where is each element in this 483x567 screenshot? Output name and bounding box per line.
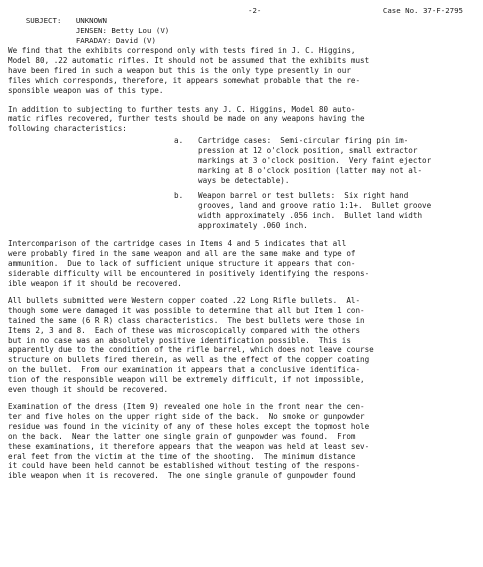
paragraph-findings: We find that the exhibits correspond only with tests fired in J. C. Higgins, Model 80, .22 automatic rifles. It should not be assumed that the exhibits must have been fired in such a weapon but this is the only type presently in our files which corresponds, therefore, it appears somewhat probable that the re- sponsible weapon was of this type. bbox=[8, 46, 370, 95]
paragraph-cartridge-cases: Intercomparison of the cartridge cases in Items 4 and 5 indicates that all were probably fired in the same weapon and all are the same make and type of ammunition. Due to lack of sufficient unique structure it appears that con- siderable difficulty will be encountered in positively identifying the respons- ible weapon if it should be recovered. bbox=[8, 239, 370, 289]
list-item-text: Cartridge cases: Semi-circular firing pin im- pression at 12 o'clock position, small extractor markings at 3 o'clock position. Very faint ejector marking at 8 o'clock position (latter may not al- ways be detectable). bbox=[198, 136, 432, 185]
list-item bbox=[8, 136, 475, 186]
list-marker: b. bbox=[174, 190, 184, 200]
paragraph-further-tests: In addition to subjecting to further tests any J. C. Higgins, Model 80 auto- matic rifles recovered, further tests should be made on any weapons having the following characteristics: bbox=[8, 104, 365, 134]
header-name-line bbox=[8, 26, 475, 45]
paragraph-dress-examination: Examination of the dress (Item 9) revealed one hole in the front near the cen- ter and five holes on the upper right side of the back. No smoke or gunpowder residue was found in the vicinity of any of these holes except the topmost hole on the back. Near the latter one single grain of gunpowder was found. From these examinations, it therefore appears that the weapon was held at least sev- eral feet from the victim at the time of the shooting. The minimum distance it could have been held cannot be established without testing of the respons- ible weapon when it is recovered. The one single granule of gunpowder found bbox=[8, 402, 370, 481]
page-number: -2- bbox=[248, 6, 262, 15]
list-marker: a. bbox=[174, 136, 184, 146]
case-number: Case No. 37-F-2795 bbox=[382, 6, 463, 15]
subject-label: SUBJECT: bbox=[25, 16, 62, 25]
list-item-text: Weapon barrel or test bullets: Six right hand grooves, land and groove ratio 1:1+. Bullet groove width approximately .056 inch. Bullet land width approximately .060 inch. bbox=[198, 190, 432, 230]
list-item bbox=[8, 191, 475, 231]
characteristics-list bbox=[8, 136, 475, 230]
header-name-line bbox=[8, 16, 475, 35]
paragraph-bullets: All bullets submitted were Western copper coated .22 Long Rifle bullets. Al- though some were damaged it was possible to determine that all but Item 1 con- tained the same (6 R R) class characteristics. The best bullets were those in Items 2, 3 and 8. Each of these was microscopically compared with the others but in no case was an absolutely positive identification possible. This is apparently due to the condition of the rifle barrel, which does not leave course structure on bullets fired therein, as well as the effect of the copper coating on the bullet. From our examination it appears that a conclusive identifica- tion of the responsible weapon will be extremely difficult, if not impossible, even though it should be recovered. bbox=[8, 295, 374, 395]
victim-name: JENSEN: Betty Lou (V) bbox=[75, 26, 170, 35]
victim-name: FARADAY: David (V) bbox=[75, 36, 156, 45]
header-subject-line bbox=[8, 6, 475, 25]
subject-value: UNKNOWN bbox=[75, 16, 107, 25]
